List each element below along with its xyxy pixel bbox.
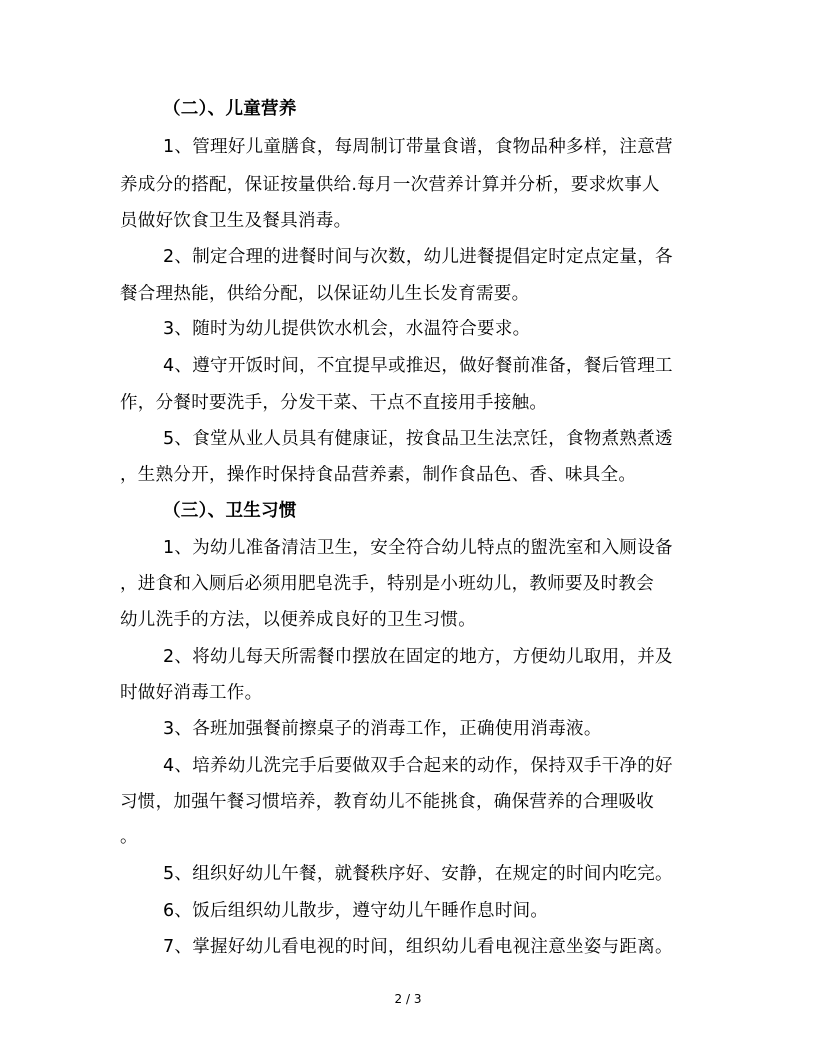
paragraph-line: 。 — [120, 827, 138, 847]
page-number: 2 / 3 — [394, 992, 422, 1006]
paragraph-line: 养成分的搭配，保证按量供给.每月一次营养计算并分析，要求炊事人 — [120, 175, 660, 195]
paragraph-line: 5、食堂从业人员具有健康证，按食品卫生法烹饪，食物煮熟煮透 — [163, 429, 673, 449]
paragraph-line: 7、掌握好幼儿看电视的时间，组织幼儿看电视注意坐姿与距离。 — [163, 937, 673, 957]
paragraph-line: 2、制定合理的进餐时间与次数，幼儿进餐提倡定时定点定量，各 — [163, 247, 673, 267]
paragraph-line: 4、培养幼儿洗完手后要做双手合起来的动作，保持双手干净的好 — [163, 756, 673, 776]
paragraph-line: 4、遵守开饭时间，不宜提早或推迟，做好餐前准备，餐后管理工 — [163, 356, 673, 376]
paragraph-line: 时做好消毒工作。 — [120, 683, 263, 703]
paragraph-line: 1、管理好儿童膳食，每周制订带量食谱，食物品种多样，注意营 — [163, 137, 673, 157]
paragraph-line: 2、将幼儿每天所需餐巾摆放在固定的地方，方便幼儿取用，并及 — [163, 647, 673, 667]
paragraph-line: ，进食和入厕后必须用肥皂洗手，特别是小班幼儿，教师要及时教会 — [120, 574, 654, 594]
paragraph-line: 3、各班加强餐前擦桌子的消毒工作，正确使用消毒液。 — [163, 719, 602, 739]
paragraph-line: 5、组织好幼儿午餐，就餐秩序好、安静，在规定的时间内吃完。 — [163, 864, 673, 884]
paragraph-line: 1、为幼儿准备清洁卫生，安全符合幼儿特点的盥洗室和入厕设备 — [163, 538, 673, 558]
section-heading: （二）、儿童营养 — [163, 99, 297, 119]
paragraph-line: 餐合理热能，供给分配，以保证幼儿生长发育需要。 — [120, 284, 530, 304]
paragraph-line: 幼儿洗手的方法，以便养成良好的卫生习惯。 — [120, 610, 476, 630]
section-heading: （三）、卫生习惯 — [163, 501, 297, 521]
paragraph-line: 6、饭后组织幼儿散步，遵守幼儿午睡作息时间。 — [163, 901, 549, 921]
paragraph-line: 习惯，加强午餐习惯培养，教育幼儿不能挑食，确保营养的合理吸收 — [120, 792, 654, 812]
paragraph-line: 3、随时为幼儿提供饮水机会，水温符合要求。 — [163, 319, 531, 339]
paragraph-line: ，生熟分开，操作时保持食品营养素，制作食品色、香、味具全。 — [120, 465, 637, 485]
paragraph-line: 作，分餐时要洗手，分发干菜、干点不直接用手接触。 — [120, 393, 548, 413]
paragraph-line: 员做好饮食卫生及餐具消毒。 — [120, 211, 352, 231]
